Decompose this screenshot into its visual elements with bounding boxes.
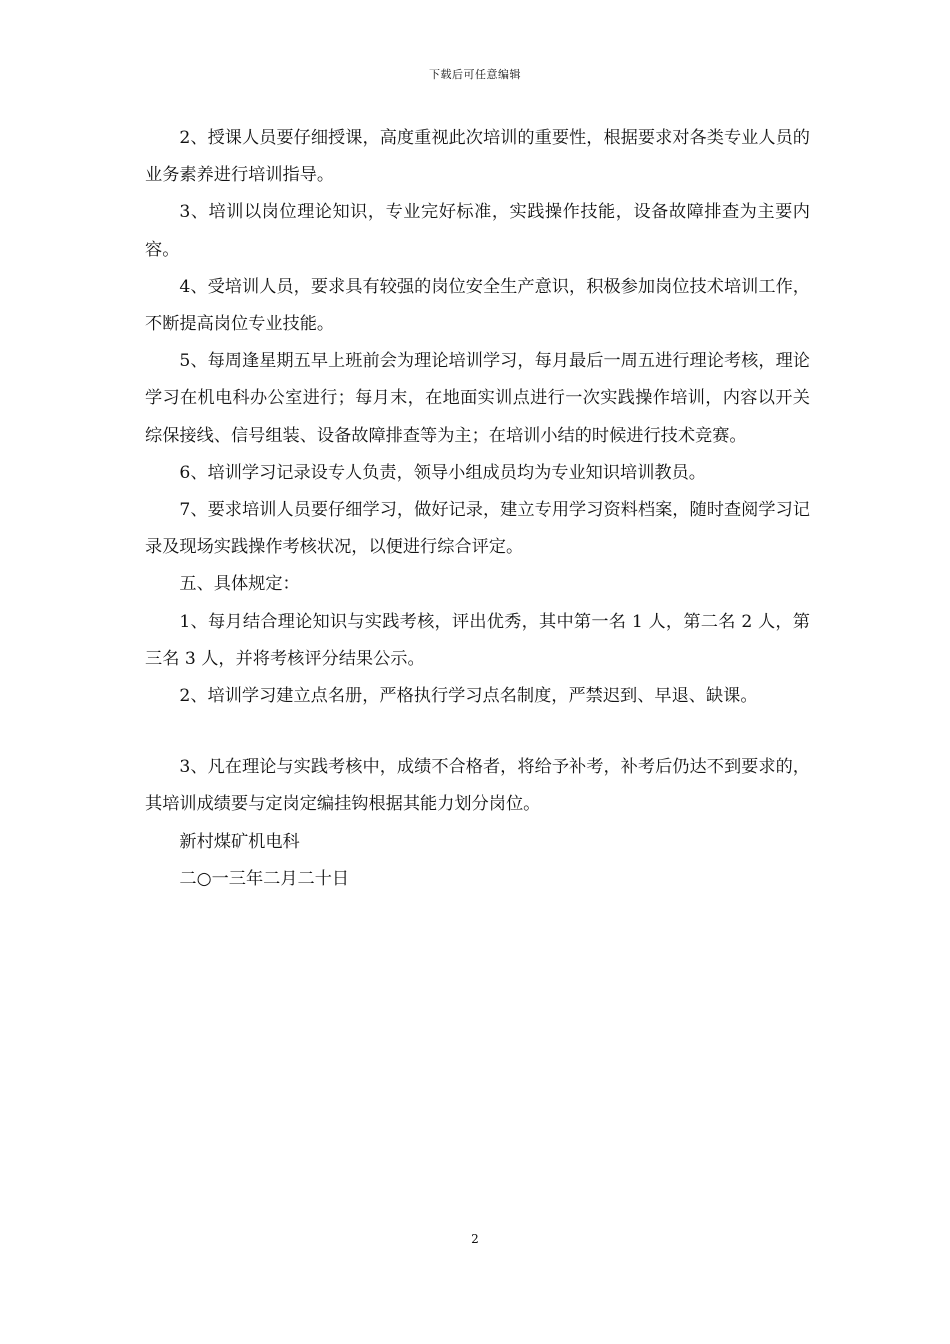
page-number: 2 (471, 1232, 479, 1246)
paragraph-item-7: 7、要求培训人员要仔细学习，做好记录，建立专用学习资料档案，随时查阅学习记录及现场实践操作考核状况，以便进行综合评定。 (145, 500, 810, 558)
page-header: 下载后可任意编辑 (429, 68, 521, 81)
regulation-item-3: 3、凡在理论与实践考核中，成绩不合格者，将给予补考，补考后仍达不到要求的，其培训成绩要与定岗定编挂钩根据其能力划分岗位。 (145, 757, 810, 815)
paragraph-item-2: 2、授课人员要仔细授课，高度重视此次培训的重要性，根据要求对各类专业人员的业务素养进行培训指导。 (145, 128, 810, 186)
signature-date: 二○一三年二月二十日 (179, 868, 350, 889)
document-body (145, 120, 810, 898)
paragraph-item-3: 3、培训以岗位理论知识，专业完好标准，实践操作技能，设备故障排查为主要内容。 (145, 202, 810, 260)
section-heading-regulations: 五、具体规定： (179, 574, 300, 595)
signature-department: 新村煤矿机电科 (179, 831, 300, 852)
paragraph-item-5: 5、每周逢星期五早上班前会为理论培训学习，每月最后一周五进行理论考核，理论学习在机电科办公室进行；每月末，在地面实训点进行一次实践操作培训，内容以开关综保接线、信号组装、设备故障排查等为主；在培训小结的时候进行技术竞赛。 (145, 351, 810, 446)
paragraph-item-6: 6、培训学习记录设专人负责，领导小组成员均为专业知识培训教员。 (179, 462, 706, 483)
regulation-item-1: 1、每月结合理论知识与实践考核，评出优秀，其中第一名 1 人，第二名 2 人，第三名 3 人，并将考核评分结果公示。 (145, 611, 810, 669)
paragraph-spacer (145, 715, 810, 749)
regulation-item-2: 2、培训学习建立点名册，严格执行学习点名制度，严禁迟到、早退、缺课。 (179, 686, 758, 707)
paragraph-item-4: 4、受培训人员，要求具有较强的岗位安全生产意识，积极参加岗位技术培训工作，不断提高岗位专业技能。 (145, 276, 810, 335)
